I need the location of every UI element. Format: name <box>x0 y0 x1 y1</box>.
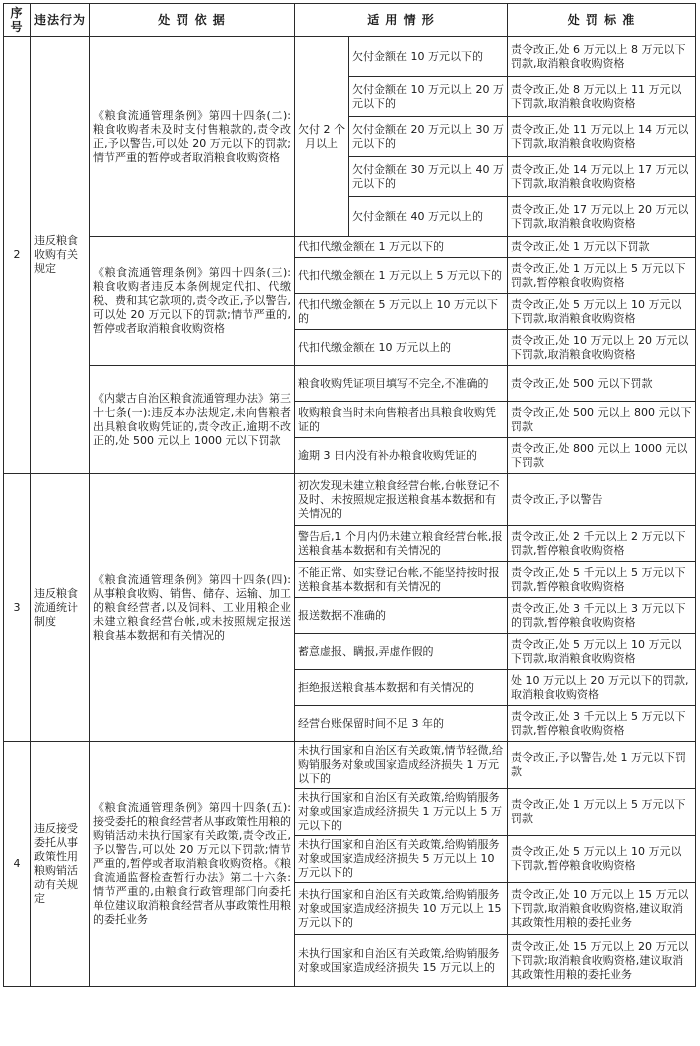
penalty-standard: 责令改正,处 10 万元以上 15 万元以下罚款,取消粮食收购资格,建议取消其政策性用粮的委托业务 <box>508 883 696 935</box>
penalty-standard: 责令改正,予以警告,处 1 万元以下罚款 <box>508 742 696 789</box>
applicable-situation: 警告后,1 个月内仍未建立粮食经营台帐,报送粮食基本数据和有关情况的 <box>295 526 508 562</box>
header-behavior: 违法行为 <box>31 4 90 37</box>
applicable-situation: 未执行国家和自治区有关政策,给购销服务对象或国家造成经济损失 10 万元以上 15 万元以下的 <box>295 883 508 935</box>
penalty-basis: 《粮食流通管理条例》第四十四条(四):从事粮食收购、销售、储存、运输、加工的粮食经营者,以及饲料、工业用粮企业未建立粮食经营台帐,或未按照规定报送粮食基本数据和有关情况的 <box>90 474 295 742</box>
applicable-situation: 欠付金额在 30 万元以上 40 万元以下的 <box>349 157 508 197</box>
row-number: 2 <box>4 37 31 474</box>
penalty-standard: 责令改正,处 500 元以下罚款 <box>508 366 696 402</box>
applicable-situation: 粮食收购凭证项目填写不完全,不准确的 <box>295 366 508 402</box>
penalty-basis: 《粮食流通管理条例》第四十四条(五):接受委托的粮食经营者从事政策性用粮的购销活动未执行国家有关政策,责令改正,予以警告,可以处 20 万元以下罚款;情节严重的,暂停或者取消粮食收购资格。《粮食流通监督检查暂行办法》第二十六条:情节严重的,由粮食行政管理部门向委托单位建议取消粮食经营者从事政策性用粮的委托业务 <box>90 742 295 987</box>
penalty-standard: 责令改正,处 1 万元以下罚款 <box>508 237 696 258</box>
header-situation: 适 用 情 形 <box>295 4 508 37</box>
penalty-standard: 责令改正,处 500 元以上 800 元以下罚款 <box>508 402 696 438</box>
penalty-standard: 责令改正,处 1 万元以上 5 万元以下罚款 <box>508 789 696 836</box>
applicable-situation: 未执行国家和自治区有关政策,给购销服务对象或国家造成经济损失 5 万元以上 10 万元以下的 <box>295 836 508 883</box>
table-row <box>4 237 696 258</box>
applicable-situation: 未执行国家和自治区有关政策,情节轻微,给购销服务对象或国家造成经济损失 1 万元以下的 <box>295 742 508 789</box>
row-number: 4 <box>4 742 31 987</box>
penalty-standard: 责令改正,处 8 万元以上 11 万元以下罚款,取消粮食收购资格 <box>508 77 696 117</box>
penalty-standard: 责令改正,处 17 万元以上 20 万元以下罚款,取消粮食收购资格 <box>508 197 696 237</box>
table-row <box>4 37 696 77</box>
penalty-standard: 责令改正,处 5 万元以上 10 万元以下罚款,暂停粮食收购资格 <box>508 836 696 883</box>
applicable-situation: 未执行国家和自治区有关政策,给购销服务对象或国家造成经济损失 1 万元以上 5 万元以下的 <box>295 789 508 836</box>
table-row <box>4 474 696 526</box>
penalty-standard: 责令改正,处 800 元以上 1000 元以下罚款 <box>508 438 696 474</box>
penalty-standard: 责令改正,处 5 万元以上 10 万元以下罚款,取消粮食收购资格 <box>508 634 696 670</box>
row-number: 3 <box>4 474 31 742</box>
header-row <box>4 4 696 37</box>
applicable-situation: 拒绝报送粮食基本数据和有关情况的 <box>295 670 508 706</box>
applicable-situation: 代扣代缴金额在 10 万元以上的 <box>295 330 508 366</box>
table-row <box>4 742 696 789</box>
applicable-situation: 收购粮食当时未向售粮者出具粮食收购凭证的 <box>295 402 508 438</box>
penalty-standard: 责令改正,处 11 万元以上 14 万元以下罚款,取消粮食收购资格 <box>508 117 696 157</box>
applicable-situation: 不能正常、如实登记台帐,不能坚持按时报送粮食基本数据和有关情况的 <box>295 562 508 598</box>
applicable-situation: 欠付金额在 20 万元以上 30 万元以下的 <box>349 117 508 157</box>
table-row <box>4 366 696 402</box>
penalty-standard: 责令改正,处 3 千元以上 5 万元以下罚款,暂停粮食收购资格 <box>508 706 696 742</box>
penalty-standard: 责令改正,处 10 万元以上 20 万元以下罚款,取消粮食收购资格 <box>508 330 696 366</box>
violation-behavior: 违反粮食流通统计制度 <box>31 474 90 742</box>
penalty-standard: 责令改正,处 5 千元以上 5 万元以下罚款,暂停粮食收购资格 <box>508 562 696 598</box>
penalty-standard: 责令改正,处 3 千元以上 3 万元以下的罚款,暂停粮食收购资格 <box>508 598 696 634</box>
header-basis: 处 罚 依 据 <box>90 4 295 37</box>
applicable-situation: 逾期 3 日内没有补办粮食收购凭证的 <box>295 438 508 474</box>
penalty-standard: 责令改正,予以警告 <box>508 474 696 526</box>
applicable-situation: 经营台账保留时间不足 3 年的 <box>295 706 508 742</box>
applicable-situation: 欠付金额在 10 万元以上 20 万元以下的 <box>349 77 508 117</box>
violation-behavior: 违反接受委托从事政策性用粮购销活动有关规定 <box>31 742 90 987</box>
penalty-basis: 《粮食流通管理条例》第四十四条(二):粮食收购者未及时支付售粮款的,责令改正,予以警告,可以处 20 万元以下的罚款;情节严重的暂停或者取消粮食收购资格 <box>90 37 295 237</box>
applicable-situation: 欠付金额在 40 万元以上的 <box>349 197 508 237</box>
penalty-standard: 责令改正,处 5 万元以上 10 万元以下罚款,取消粮食收购资格 <box>508 294 696 330</box>
penalty-basis: 《粮食流通管理条例》第四十四条(三):粮食收购者违反本条例规定代扣、代缴税、费和其它款项的,责令改正,予以警告,可以处 20 万元以下的罚款;情节严重的,暂停或者取消粮食收购资格 <box>90 237 295 366</box>
applicable-situation: 报送数据不准确的 <box>295 598 508 634</box>
applicable-situation: 代扣代缴金额在 5 万元以上 10 万元以下的 <box>295 294 508 330</box>
applicable-situation: 代扣代缴金额在 1 万元以下的 <box>295 237 508 258</box>
table-body <box>4 37 696 987</box>
penalty-standard: 处 10 万元以上 20 万元以下的罚款,取消粮食收购资格 <box>508 670 696 706</box>
penalty-standard: 责令改正,处 15 万元以上 20 万元以下罚款;取消粮食收购资格,建议取消其政策性用粮的委托业务 <box>508 935 696 987</box>
applicable-situation: 未执行国家和自治区有关政策,给购销服务对象或国家造成经济损失 15 万元以上的 <box>295 935 508 987</box>
applicable-situation: 初次发现未建立粮食经营台帐,台帐登记不及时、未按照规定报送粮食基本数据和有关情况的 <box>295 474 508 526</box>
header-standard: 处 罚 标 准 <box>508 4 696 37</box>
penalty-standard: 责令改正,处 2 千元以上 2 万元以下罚款,暂停粮食收购资格 <box>508 526 696 562</box>
applicable-situation: 代扣代缴金额在 1 万元以上 5 万元以下的 <box>295 258 508 294</box>
penalty-standard: 责令改正,处 1 万元以上 5 万元以下罚款,暂停粮食收购资格 <box>508 258 696 294</box>
penalty-standard: 责令改正,处 14 万元以上 17 万元以下罚款,取消粮食收购资格 <box>508 157 696 197</box>
penalty-standard: 责令改正,处 6 万元以上 8 万元以下罚款,取消粮食收购资格 <box>508 37 696 77</box>
penalty-basis: 《内蒙古自治区粮食流通管理办法》第三十七条(一):违反本办法规定,未向售粮者出具粮食收购凭证的,责令改正,逾期不改正的,处 500 元以上 1000 元以下罚款 <box>90 366 295 474</box>
violation-behavior: 违反粮食收购有关规定 <box>31 37 90 474</box>
penalty-standards-table <box>3 3 696 987</box>
applicable-situation: 蓄意虚报、瞒报,弄虚作假的 <box>295 634 508 670</box>
applicable-situation: 欠付金额在 10 万元以下的 <box>349 37 508 77</box>
situation-group-label: 欠付 2 个月以上 <box>295 37 349 237</box>
header-no: 序号 <box>4 4 31 37</box>
